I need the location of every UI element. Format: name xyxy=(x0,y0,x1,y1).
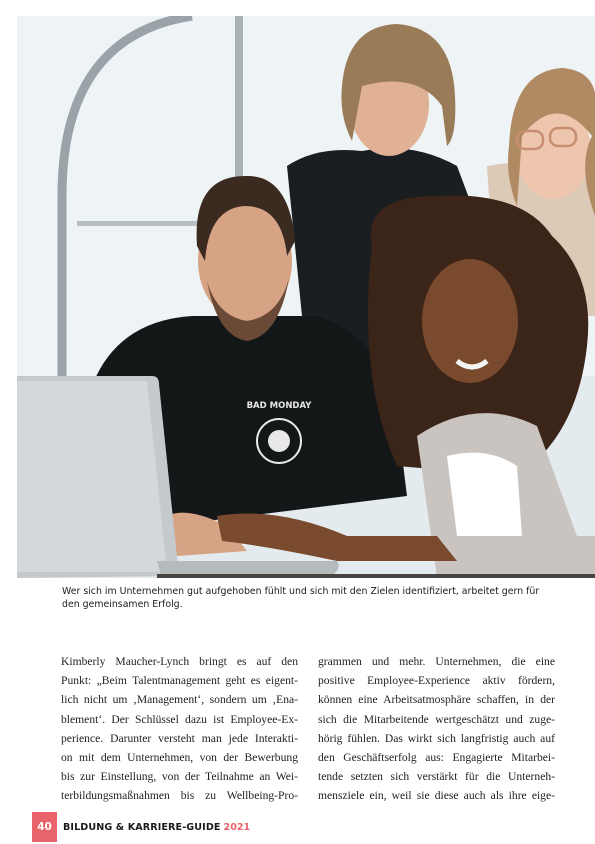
body-line: den Geschäftserfolg aus: Engagierte Mitarbei- xyxy=(318,750,555,764)
body-line: positive Employee-Experience aktiv fördern, xyxy=(318,674,555,688)
publication-year: 2021 xyxy=(223,821,251,833)
header-photo xyxy=(17,16,595,578)
body-line: perience. Darunter versteht man jede Interakti- xyxy=(61,731,298,745)
body-line: hörig fühlen. Das wirkt sich langfristig auch auf xyxy=(318,731,555,745)
shirt-print-text: BAD MONDAY xyxy=(246,401,312,411)
body-line: mensziele ein, weil sie diese auch als ihre eige- xyxy=(318,789,555,803)
body-line: tende setzten sich verstärkt für die Unterneh- xyxy=(318,770,555,784)
body-line: bis zur Einstellung, von der Teilnahme an Wei- xyxy=(61,770,298,784)
body-line: sich die Mitarbeitende wertgeschätzt und zuge- xyxy=(318,712,555,726)
page-footer xyxy=(32,812,250,842)
body-line: Punkt: „Beim Talentmanagement geht es eigent- xyxy=(61,674,298,688)
team-at-laptop-photo xyxy=(17,16,595,578)
body-line: terbildungsmaßnahmen bis zu Wellbeing-Pro- xyxy=(61,789,298,803)
page-number: 40 xyxy=(32,812,57,842)
body-column-1 xyxy=(61,652,298,806)
body-line: blement‘. Der Schlüssel dazu ist Employee-Ex- xyxy=(61,712,298,726)
body-line: grammen und mehr. Unternehmen, die eine xyxy=(318,655,555,668)
body-line: on mit dem Unternehmen, von der Bewerbung xyxy=(61,750,298,764)
body-column-2 xyxy=(318,652,555,806)
photo-caption: Wer sich im Unternehmen gut aufgehoben fühlt und sich mit den Zielen identifiziert, arbeitet gern für den gemeinsamen Erfolg. xyxy=(62,586,540,610)
publication-title: BILDUNG & KARRIERE-GUIDE xyxy=(63,821,221,833)
body-line: lich nicht um ‚Management‘, sondern um ‚Ena- xyxy=(61,693,298,707)
body-line: können eine Arbeitsatmosphäre schaffen, in der xyxy=(318,693,555,707)
body-line: Kimberly Maucher-Lynch bringt es auf den xyxy=(61,655,298,668)
